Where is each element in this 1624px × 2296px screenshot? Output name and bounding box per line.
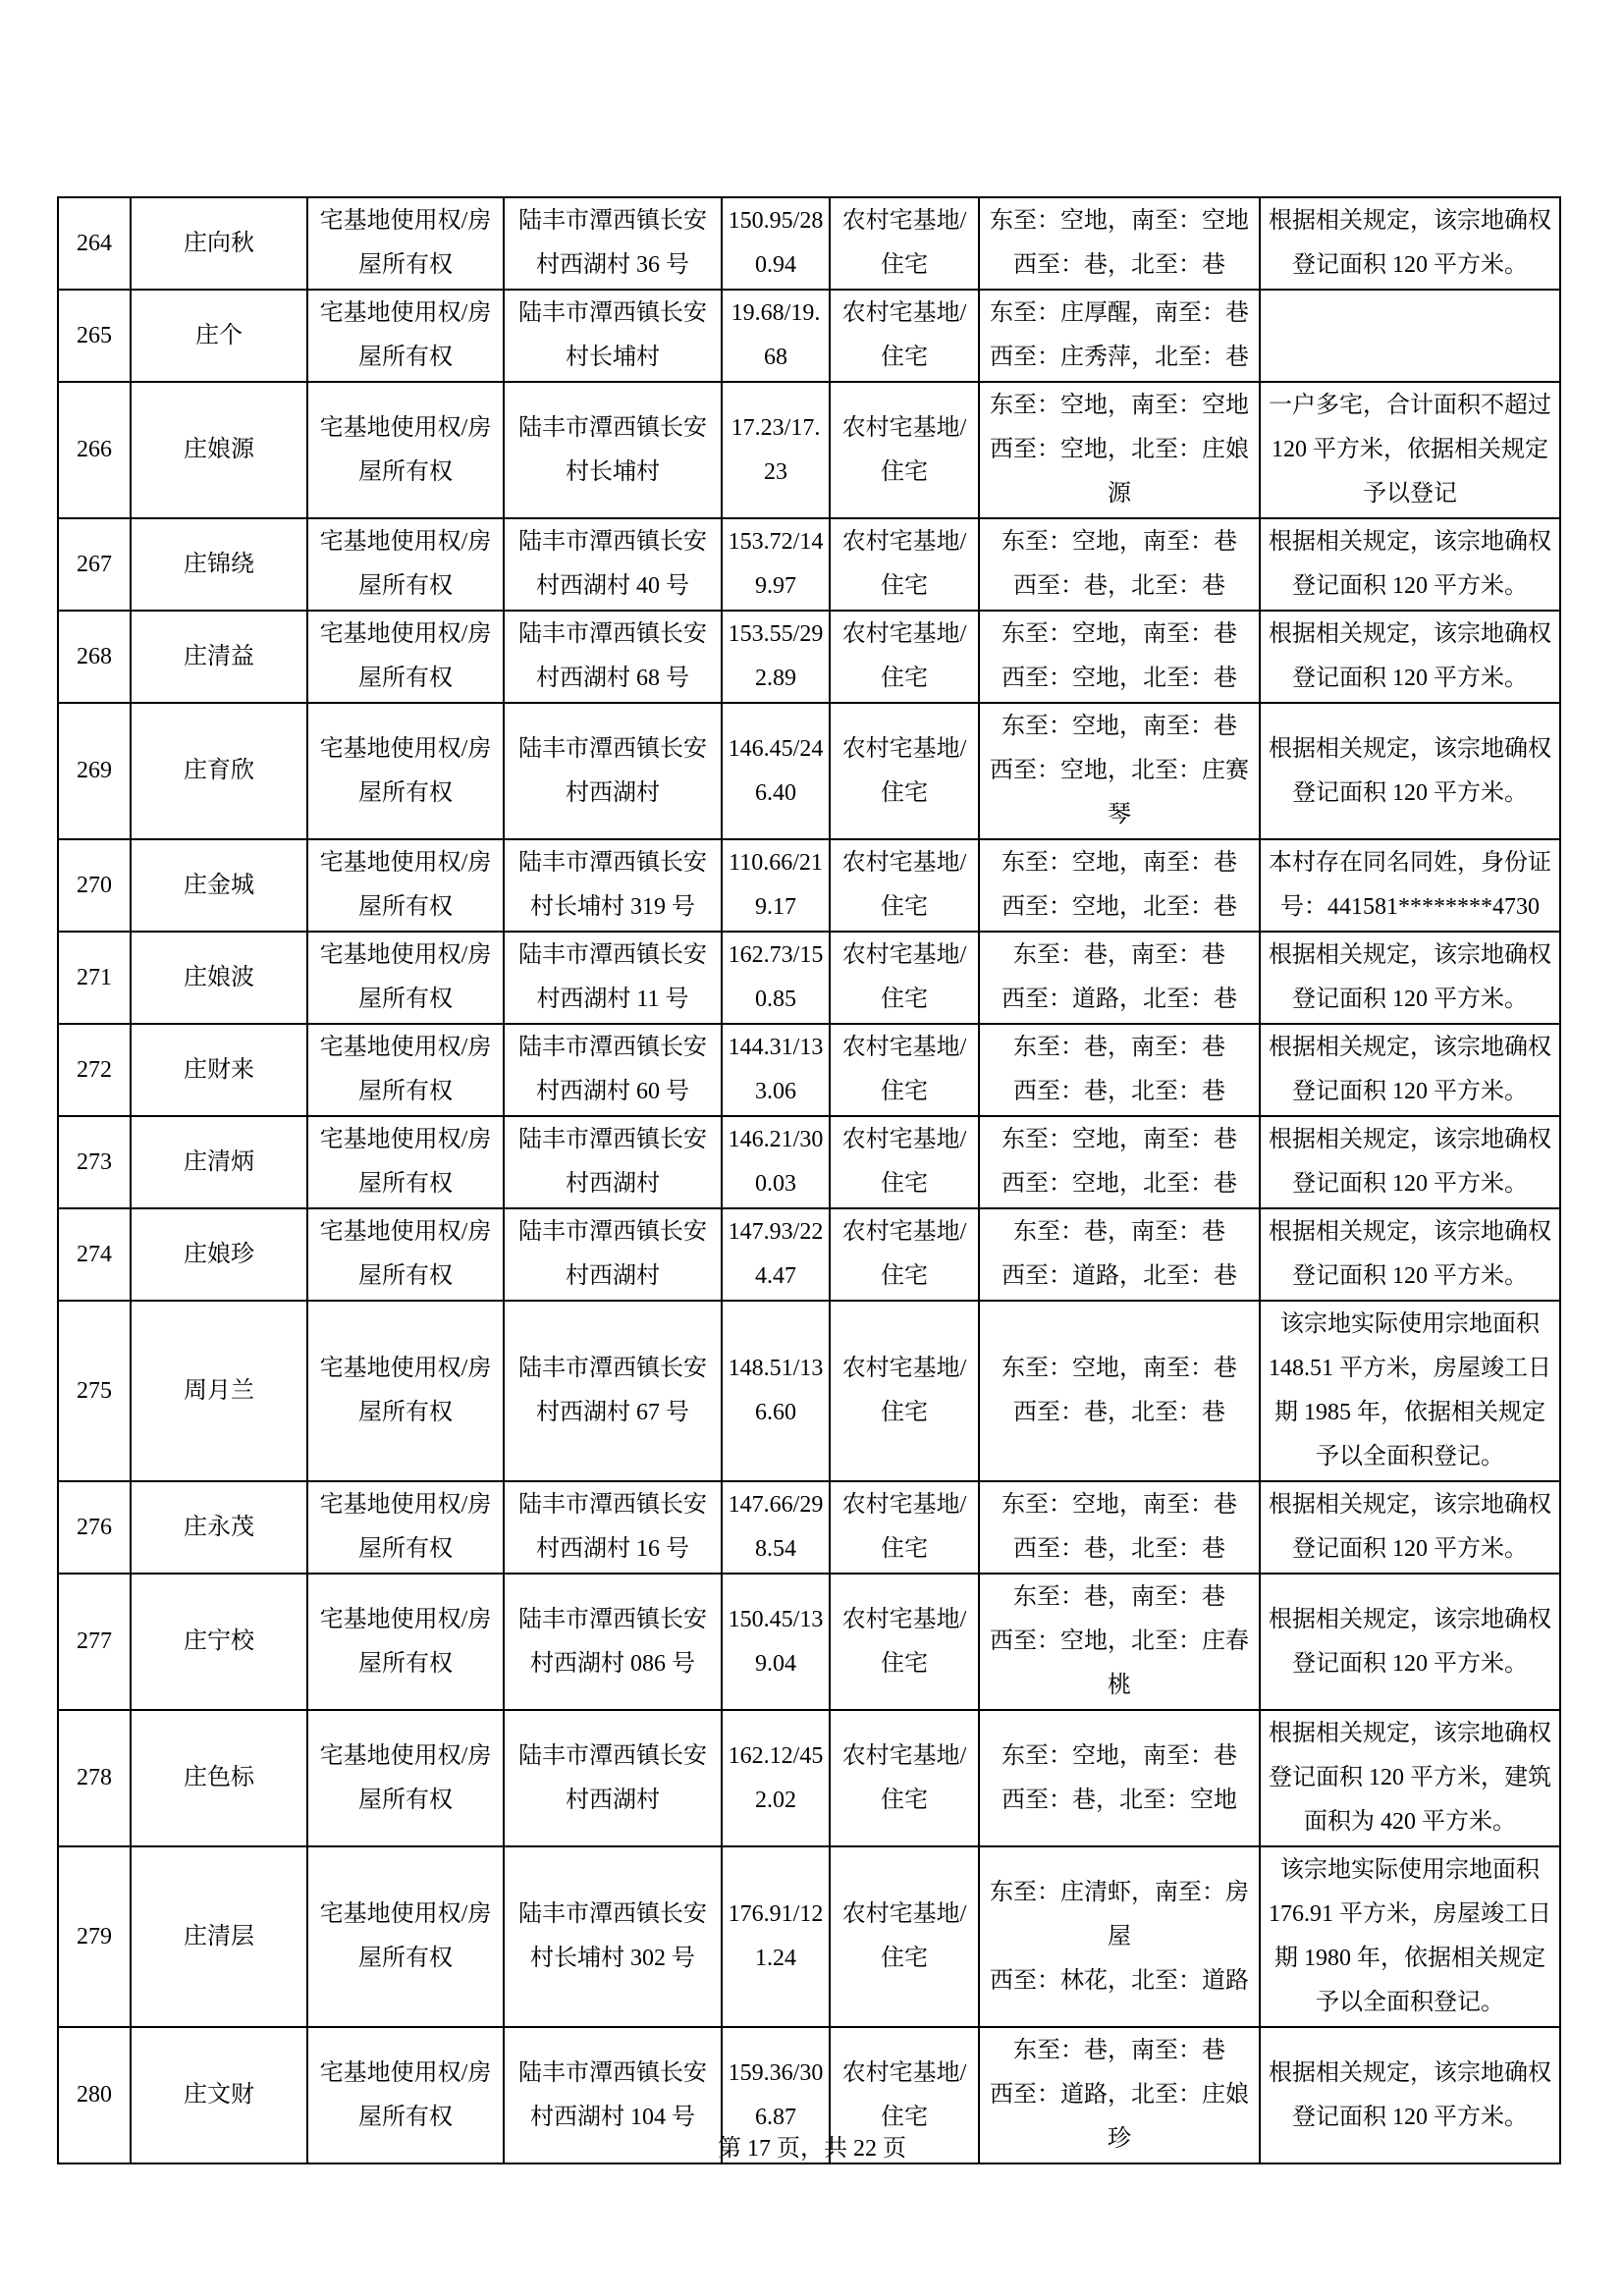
cell-boundaries: 东至：空地，南至：空地 西至：巷，北至：巷 bbox=[979, 197, 1260, 290]
cell-serial-number: 264 bbox=[58, 197, 131, 290]
cell-serial-number: 265 bbox=[58, 290, 131, 382]
cell-right-type: 宅基地使用权/房屋所有权 bbox=[307, 197, 504, 290]
cell-serial-number: 266 bbox=[58, 382, 131, 518]
cell-land-use: 农村宅基地/住宅 bbox=[830, 197, 979, 290]
cell-land-use: 农村宅基地/住宅 bbox=[830, 1024, 979, 1116]
cell-boundaries: 东至：巷，南至：巷 西至：道路，北至：庄娘珍 bbox=[979, 2027, 1260, 2163]
cell-remark: 根据相关规定，该宗地确权登记面积 120 平方米。 bbox=[1260, 932, 1560, 1024]
cell-remark: 根据相关规定，该宗地确权登记面积 120 平方米。 bbox=[1260, 518, 1560, 611]
cell-location: 陆丰市潭西镇长安村西湖村 67 号 bbox=[504, 1301, 722, 1481]
cell-remark: 该宗地实际使用宗地面积 148.51 平方米，房屋竣工日期 1985 年，依据相关规定予以全面积登记。 bbox=[1260, 1301, 1560, 1481]
cell-boundaries: 东至：空地，南至：巷 西至：空地，北至：巷 bbox=[979, 1116, 1260, 1208]
cell-right-type: 宅基地使用权/房屋所有权 bbox=[307, 1481, 504, 1574]
cell-serial-number: 273 bbox=[58, 1116, 131, 1208]
cell-boundaries: 东至：庄厚醒，南至：巷 西至：庄秀萍，北至：巷 bbox=[979, 290, 1260, 382]
cell-area-values: 162.12/452.02 bbox=[722, 1710, 830, 1846]
cell-owner-name: 庄宁校 bbox=[131, 1574, 307, 1710]
cell-serial-number: 270 bbox=[58, 839, 131, 932]
table-row bbox=[58, 1208, 1560, 1301]
cell-boundaries: 东至：空地，南至：空地 西至：空地，北至：庄娘源 bbox=[979, 382, 1260, 518]
cell-area-values: 146.45/246.40 bbox=[722, 703, 830, 839]
cell-boundaries: 东至：空地，南至：巷 西至：巷，北至：空地 bbox=[979, 1710, 1260, 1846]
cell-area-values: 147.93/224.47 bbox=[722, 1208, 830, 1301]
table-row bbox=[58, 839, 1560, 932]
cell-boundaries: 东至：巷，南至：巷 西至：空地，北至：庄春桃 bbox=[979, 1574, 1260, 1710]
cell-remark: 该宗地实际使用宗地面积 176.91 平方米，房屋竣工日期 1980 年，依据相关规定予以全面积登记。 bbox=[1260, 1846, 1560, 2027]
table-row bbox=[58, 611, 1560, 703]
table-row bbox=[58, 1710, 1560, 1846]
cell-land-use: 农村宅基地/住宅 bbox=[830, 703, 979, 839]
cell-boundaries: 东至：空地，南至：巷 西至：巷，北至：巷 bbox=[979, 1301, 1260, 1481]
table-row bbox=[58, 1846, 1560, 2027]
cell-boundaries: 东至：空地，南至：巷 西至：巷，北至：巷 bbox=[979, 1481, 1260, 1574]
cell-remark: 根据相关规定，该宗地确权登记面积 120 平方米，建筑面积为 420 平方米。 bbox=[1260, 1710, 1560, 1846]
cell-serial-number: 274 bbox=[58, 1208, 131, 1301]
cell-location: 陆丰市潭西镇长安村长埔村 bbox=[504, 382, 722, 518]
cell-area-values: 146.21/300.03 bbox=[722, 1116, 830, 1208]
cell-owner-name: 庄清益 bbox=[131, 611, 307, 703]
cell-owner-name: 庄育欣 bbox=[131, 703, 307, 839]
cell-land-use: 农村宅基地/住宅 bbox=[830, 1208, 979, 1301]
cell-remark: 根据相关规定，该宗地确权登记面积 120 平方米。 bbox=[1260, 197, 1560, 290]
cell-location: 陆丰市潭西镇长安村西湖村 086 号 bbox=[504, 1574, 722, 1710]
cell-boundaries: 东至：庄清虾，南至：房屋 西至：林花，北至：道路 bbox=[979, 1846, 1260, 2027]
cell-area-values: 176.91/121.24 bbox=[722, 1846, 830, 2027]
cell-right-type: 宅基地使用权/房屋所有权 bbox=[307, 1846, 504, 2027]
cell-area-values: 17.23/17.23 bbox=[722, 382, 830, 518]
cell-right-type: 宅基地使用权/房屋所有权 bbox=[307, 382, 504, 518]
cell-right-type: 宅基地使用权/房屋所有权 bbox=[307, 1116, 504, 1208]
table-row bbox=[58, 382, 1560, 518]
table-row bbox=[58, 1481, 1560, 1574]
cell-serial-number: 276 bbox=[58, 1481, 131, 1574]
cell-location: 陆丰市潭西镇长安村西湖村 bbox=[504, 1116, 722, 1208]
cell-serial-number: 278 bbox=[58, 1710, 131, 1846]
page-number-footer: 第 17 页，共 22 页 bbox=[718, 2136, 906, 2162]
cell-owner-name: 庄文财 bbox=[131, 2027, 307, 2163]
cell-land-use: 农村宅基地/住宅 bbox=[830, 932, 979, 1024]
cell-area-values: 147.66/298.54 bbox=[722, 1481, 830, 1574]
cell-serial-number: 275 bbox=[58, 1301, 131, 1481]
cell-boundaries: 东至：巷，南至：巷 西至：道路，北至：巷 bbox=[979, 932, 1260, 1024]
cell-owner-name: 庄色标 bbox=[131, 1710, 307, 1846]
cell-land-use: 农村宅基地/住宅 bbox=[830, 611, 979, 703]
cell-location: 陆丰市潭西镇长安村西湖村 11 号 bbox=[504, 932, 722, 1024]
cell-serial-number: 279 bbox=[58, 1846, 131, 2027]
table-row bbox=[58, 1301, 1560, 1481]
cell-area-values: 153.72/149.97 bbox=[722, 518, 830, 611]
table-row bbox=[58, 1024, 1560, 1116]
cell-location: 陆丰市潭西镇长安村西湖村 bbox=[504, 1208, 722, 1301]
cell-right-type: 宅基地使用权/房屋所有权 bbox=[307, 518, 504, 611]
cell-owner-name: 庄财来 bbox=[131, 1024, 307, 1116]
cell-land-use: 农村宅基地/住宅 bbox=[830, 2027, 979, 2163]
cell-land-use: 农村宅基地/住宅 bbox=[830, 1574, 979, 1710]
cell-right-type: 宅基地使用权/房屋所有权 bbox=[307, 1574, 504, 1710]
cell-area-values: 159.36/306.87 bbox=[722, 2027, 830, 2163]
cell-owner-name: 周月兰 bbox=[131, 1301, 307, 1481]
cell-serial-number: 267 bbox=[58, 518, 131, 611]
cell-land-use: 农村宅基地/住宅 bbox=[830, 382, 979, 518]
cell-location: 陆丰市潭西镇长安村西湖村 60 号 bbox=[504, 1024, 722, 1116]
cell-remark: 根据相关规定，该宗地确权登记面积 120 平方米。 bbox=[1260, 2027, 1560, 2163]
cell-boundaries: 东至：空地，南至：巷 西至：空地，北至：巷 bbox=[979, 839, 1260, 932]
table-row bbox=[58, 290, 1560, 382]
cell-area-values: 162.73/150.85 bbox=[722, 932, 830, 1024]
cell-right-type: 宅基地使用权/房屋所有权 bbox=[307, 1710, 504, 1846]
cell-location: 陆丰市潭西镇长安村长埔村 319 号 bbox=[504, 839, 722, 932]
cell-location: 陆丰市潭西镇长安村长埔村 302 号 bbox=[504, 1846, 722, 2027]
cell-serial-number: 268 bbox=[58, 611, 131, 703]
cell-owner-name: 庄娘源 bbox=[131, 382, 307, 518]
cell-owner-name: 庄清炳 bbox=[131, 1116, 307, 1208]
cell-location: 陆丰市潭西镇长安村西湖村 bbox=[504, 703, 722, 839]
cell-boundaries: 东至：巷，南至：巷 西至：巷，北至：巷 bbox=[979, 1024, 1260, 1116]
cell-right-type: 宅基地使用权/房屋所有权 bbox=[307, 290, 504, 382]
cell-remark: 一户多宅，合计面积不超过 120 平方米，依据相关规定予以登记 bbox=[1260, 382, 1560, 518]
table-row bbox=[58, 518, 1560, 611]
cell-location: 陆丰市潭西镇长安村西湖村 40 号 bbox=[504, 518, 722, 611]
cell-right-type: 宅基地使用权/房屋所有权 bbox=[307, 611, 504, 703]
cell-owner-name: 庄娘珍 bbox=[131, 1208, 307, 1301]
cell-area-values: 110.66/219.17 bbox=[722, 839, 830, 932]
cell-serial-number: 277 bbox=[58, 1574, 131, 1710]
cell-area-values: 150.45/139.04 bbox=[722, 1574, 830, 1710]
cell-serial-number: 271 bbox=[58, 932, 131, 1024]
cell-remark bbox=[1260, 290, 1560, 382]
cell-area-values: 19.68/19.68 bbox=[722, 290, 830, 382]
cell-remark: 根据相关规定，该宗地确权登记面积 120 平方米。 bbox=[1260, 1574, 1560, 1710]
cell-boundaries: 东至：空地，南至：巷 西至：空地，北至：庄赛琴 bbox=[979, 703, 1260, 839]
land-rights-table bbox=[57, 196, 1561, 2164]
cell-boundaries: 东至：巷，南至：巷 西至：道路，北至：巷 bbox=[979, 1208, 1260, 1301]
cell-remark: 根据相关规定，该宗地确权登记面积 120 平方米。 bbox=[1260, 703, 1560, 839]
cell-location: 陆丰市潭西镇长安村长埔村 bbox=[504, 290, 722, 382]
cell-remark: 本村存在同名同姓，身份证号：441581********4730 bbox=[1260, 839, 1560, 932]
cell-remark: 根据相关规定，该宗地确权登记面积 120 平方米。 bbox=[1260, 1024, 1560, 1116]
cell-owner-name: 庄向秋 bbox=[131, 197, 307, 290]
table-row bbox=[58, 197, 1560, 290]
cell-right-type: 宅基地使用权/房屋所有权 bbox=[307, 1301, 504, 1481]
cell-area-values: 144.31/133.06 bbox=[722, 1024, 830, 1116]
cell-serial-number: 280 bbox=[58, 2027, 131, 2163]
land-rights-table-body bbox=[58, 197, 1560, 2163]
cell-remark: 根据相关规定，该宗地确权登记面积 120 平方米。 bbox=[1260, 611, 1560, 703]
cell-land-use: 农村宅基地/住宅 bbox=[830, 1301, 979, 1481]
cell-location: 陆丰市潭西镇长安村西湖村 16 号 bbox=[504, 1481, 722, 1574]
cell-area-values: 153.55/292.89 bbox=[722, 611, 830, 703]
cell-location: 陆丰市潭西镇长安村西湖村 104 号 bbox=[504, 2027, 722, 2163]
cell-owner-name: 庄个 bbox=[131, 290, 307, 382]
table-row bbox=[58, 703, 1560, 839]
cell-boundaries: 东至：空地，南至：巷 西至：空地，北至：巷 bbox=[979, 611, 1260, 703]
cell-land-use: 农村宅基地/住宅 bbox=[830, 1710, 979, 1846]
cell-owner-name: 庄娘波 bbox=[131, 932, 307, 1024]
cell-owner-name: 庄锦绕 bbox=[131, 518, 307, 611]
table-row bbox=[58, 1116, 1560, 1208]
cell-owner-name: 庄永茂 bbox=[131, 1481, 307, 1574]
cell-area-values: 150.95/280.94 bbox=[722, 197, 830, 290]
cell-right-type: 宅基地使用权/房屋所有权 bbox=[307, 703, 504, 839]
cell-land-use: 农村宅基地/住宅 bbox=[830, 1116, 979, 1208]
cell-land-use: 农村宅基地/住宅 bbox=[830, 839, 979, 932]
cell-right-type: 宅基地使用权/房屋所有权 bbox=[307, 1024, 504, 1116]
cell-remark: 根据相关规定，该宗地确权登记面积 120 平方米。 bbox=[1260, 1481, 1560, 1574]
cell-right-type: 宅基地使用权/房屋所有权 bbox=[307, 2027, 504, 2163]
cell-land-use: 农村宅基地/住宅 bbox=[830, 1481, 979, 1574]
cell-location: 陆丰市潭西镇长安村西湖村 68 号 bbox=[504, 611, 722, 703]
cell-serial-number: 272 bbox=[58, 1024, 131, 1116]
cell-right-type: 宅基地使用权/房屋所有权 bbox=[307, 1208, 504, 1301]
cell-right-type: 宅基地使用权/房屋所有权 bbox=[307, 932, 504, 1024]
cell-location: 陆丰市潭西镇长安村西湖村 bbox=[504, 1710, 722, 1846]
cell-area-values: 148.51/136.60 bbox=[722, 1301, 830, 1481]
table-row bbox=[58, 932, 1560, 1024]
cell-owner-name: 庄金城 bbox=[131, 839, 307, 932]
table-row bbox=[58, 1574, 1560, 1710]
cell-boundaries: 东至：空地，南至：巷 西至：巷，北至：巷 bbox=[979, 518, 1260, 611]
cell-location: 陆丰市潭西镇长安村西湖村 36 号 bbox=[504, 197, 722, 290]
cell-land-use: 农村宅基地/住宅 bbox=[830, 518, 979, 611]
cell-owner-name: 庄清层 bbox=[131, 1846, 307, 2027]
cell-land-use: 农村宅基地/住宅 bbox=[830, 290, 979, 382]
cell-right-type: 宅基地使用权/房屋所有权 bbox=[307, 839, 504, 932]
cell-remark: 根据相关规定，该宗地确权登记面积 120 平方米。 bbox=[1260, 1116, 1560, 1208]
cell-serial-number: 269 bbox=[58, 703, 131, 839]
cell-land-use: 农村宅基地/住宅 bbox=[830, 1846, 979, 2027]
cell-remark: 根据相关规定，该宗地确权登记面积 120 平方米。 bbox=[1260, 1208, 1560, 1301]
